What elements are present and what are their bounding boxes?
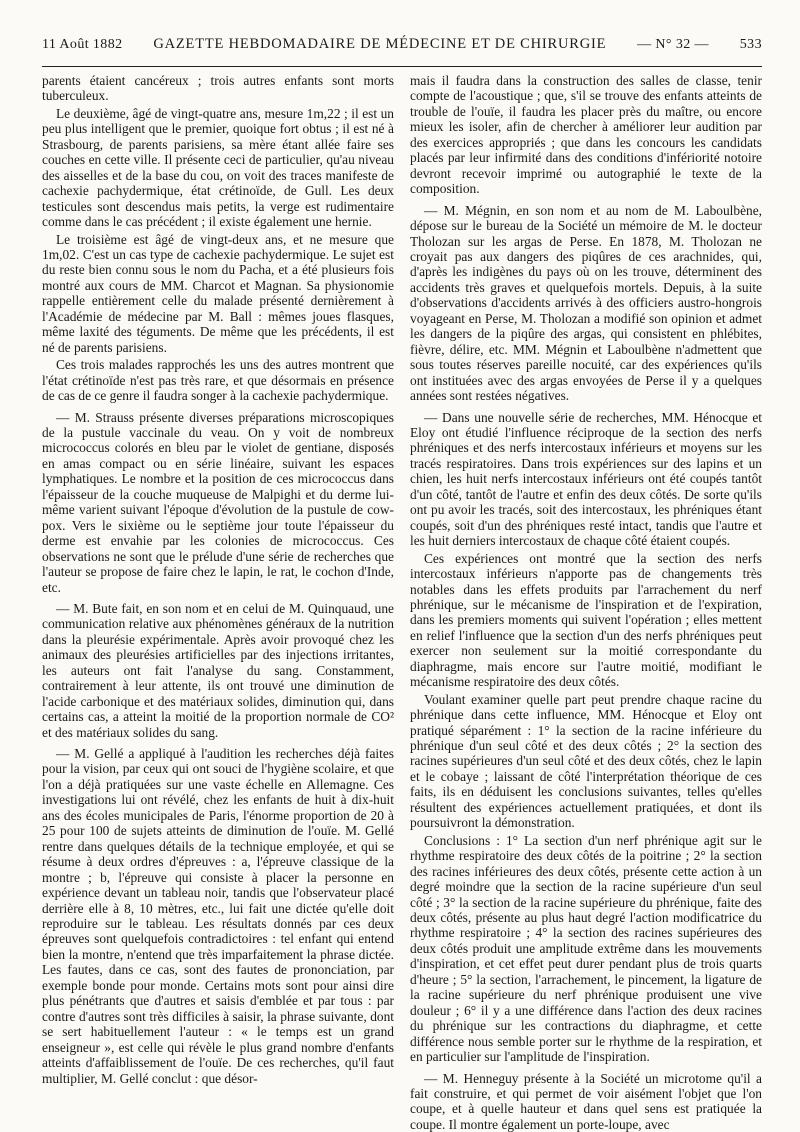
paragraph: mais il faudra dans la construction des salles de classe, tenir compte de l'acoustique ; que, s'il se trouve des enfants atteints de trouble de l'ouïe, il faudra les placer près du maître, ou encore mieux les isoler, afin de chercher à améliorer leur audition par des exercices appropriés ; que dans les concours les candidats placés par leur infirmité dans des conditions d'infériorité notoire devront recevoir imprimé ou autographié le texte de la composition. — [410, 73, 762, 197]
paragraph: Le troisième est âgé de vingt-deux ans, et ne mesure que 1m,02. C'est un cas type de cachexie pachydermique. Le sujet est du reste bien connu sous le nom du Pacha, et a été plusieurs fois montré aux cours de MM. Charcot et Magnan. Sa physionomie rappelle entièrement celle du malade présenté dernièrement à l'Académie de médecine par M. Ball : mêmes joues flasques, même laxité des téguments. De même que les précédents, il est né de parents parisiens. — [42, 231, 394, 355]
paragraph: — M. Bute fait, en son nom et en celui de M. Quinquaud, une communication relative aux phénomènes généraux de la nutrition dans la pleurésie expérimentale. Après avoir provoqué chez les animaux des pleurésies artificielles par des injections irritantes, les auteurs ont fait l'analyse du sang. Constamment, contrairement à leur attente, ils ont trouvé une diminution de l'acide carbonique et des matériaux solides, diminution qui, dans certains cas, a atteint la moitié de la proportion normale de CO² et des matériaux solides du sang. — [42, 600, 394, 740]
paragraph: Ces expériences ont montré que la section des nerfs intercostaux inférieurs n'apporte pas de changements très notables dans les effets produits par l'arrachement du nerf phrénique, sur le mécanisme de l'inspiration et de l'expiration, dans les premiers moments qui suivent l'opération ; elles mettent en relief l'influence que la section d'un des nerfs phréniques peut exercer non seulement sur la moitié correspondante du diaphragme, mais encore sur l'autre moitié, modifiant le mécanisme respiratoire des deux côtés. — [410, 550, 762, 690]
paragraph: — M. Strauss présente diverses préparations microscopiques de la pustule vaccinale du veau. On y voit de nombreux micrococcus colorés en bleu par le violet de gentiane, disposés en amas compact ou en série linéaire, suivant les espaces lymphatiques. Le nombre et la position de ces micrococcus dans l'épaisseur de la couche muqueuse de Malpighi et du derme lui-même varient suivant l'époque d'évolution de la pustule de cow-pox. Vers le sixième ou le septième jour toute l'épaisseur du derme est envahie par les colonies de micrococcus. Ces observations ne sont que le prélude d'une série de recherches que l'auteur se propose de faire chez le lapin, le rat, le cochon d'Inde, etc. — [42, 409, 394, 595]
paragraph: — M. Gellé a appliqué à l'audition les recherches déjà faites pour la vision, par ceux qui ont souci de l'hygiène scolaire, et que l'on a déjà pratiquées sur une vaste échelle en Allemagne. Ces investigations lui ont révélé, chez les enfants de huit à dix-huit ans des écoles municipales de Paris, l'énorme proportion de 20 à 25 pour 100 de sujets atteints de diminution de l'ouïe. M. Gellé rentre dans quelques détails de la technique employée, et qui se résume à deux ordres d'épreuves : a, l'épreuve classique de la montre ; b, l'épreuve qui consiste à placer la personne en expérience devant un tableau noir, tandis que l'observateur placé derrière elle à 8, 10 mètres, etc., lui fait une dictée qu'elle doit reproduire sur le tableau. Les résultats donnés par ces deux épreuves sont quelquefois contradictoires : tel enfant qui entend bien la montre, n'entend que très imparfaitement la phrase dictée. Les fautes, dans ce cas, sont des fautes de prononciation, par exemple bonde pour monde. Certains mots sont pour ainsi dire plus pénétrants que d'autres et saisis d'emblée et par tous : par contre d'autres sont très difficiles à saisir, la phrase suivante, dont se sert habituellement l'auteur : « le temps est un grand enseigneur », est celle qui révèle le plus grand nombre d'enfants atteints d'affaiblissement de l'ouïe. De ces recherches, qu'il faut multiplier, M. Gellé conclut : que désor- — [42, 746, 394, 1086]
paragraph: Le deuxième, âgé de vingt-quatre ans, mesure 1m,22 ; il est un peu plus intelligent que le premier, quoique fort obtus ; il est né à Strasbourg, de parents parisiens, sa mère étant allée faire ses couches en cette ville. Il présente ceci de particulier, qu'au niveau des aisselles et de la base du cou, on voit des traces manifeste de cachexie pachydermique, état crétinoïde, de Gull. Les deux testicules sont descendus mais petits, la verge est rudimentaire comme dans le cas précédent ; il existe également une hernie. — [42, 105, 394, 230]
running-header — [42, 0, 762, 67]
paragraph: Ces trois malades rapprochés les uns des autres montrent que l'état crétinoïde n'est pas très rare, et que désormais en présence de cas de ce genre il faudra songer à la cachexie pachydermique. — [42, 357, 394, 404]
paragraph: Conclusions : 1° La section d'un nerf phrénique agit sur le rhythme respiratoire des deux côtés de la poitrine ; 2° la section des racines inférieures des deux côtés, présente cette action à un degré moindre que la section de la racine supérieure d'un seul côté ; 3° la section de la racine supérieure du phrénique, faite des deux côtés, présente au plus haut degré l'action modificatrice du rhythme respiratoire ; 4° la section des racines supérieures des deux côtés produit une amplitude extrême dans les mouvements d'inspiration, et cet effet peut durer pendant plus de trois quarts d'heure ; 5° la section, l'arrachement, le pincement, la ligature de la racine supérieure du nerf phrénique produisent une vive douleur ; 6° il y a une différence dans l'action des deux racines du phrénique sur les contractions du diaphragme, et cette différence nous semble porter sur le rhythme de la respiration, et en particulier sur l'amplitude de l'inspiration. — [410, 832, 762, 1065]
text-columns — [42, 73, 762, 1132]
left-column — [42, 73, 394, 1132]
paragraph: Voulant examiner quelle part peut prendre chaque racine du phrénique dans cette influence, MM. Hénocque et Eloy ont pratiqué séparément : 1° la section de la racine inférieure du phrénique d'un seul côté et des deux côtés ; 2° la section des racines supérieures d'un seul côté et des deux côtés, chez le lapin et le cobaye ; laissant de côté l'interprétation théorique de ces faits, ils en déduisent les conclusions suivantes, telles qu'elles résultent des expériences actuellement pratiquées, et dont ils poursuivront la démonstration. — [410, 691, 762, 831]
right-column — [410, 73, 762, 1132]
issue-date: 11 Août 1882 — [42, 37, 123, 52]
paragraph: — Dans une nouvelle série de recherches, MM. Hénocque et Eloy ont étudié l'influence réciproque de la section des nerfs phréniques et des nerfs intercostaux inférieurs et moyens sur les tracés respiratoires. Dans trois expériences sur des lapins et un chien, les huit nerfs intercostaux inférieurs ont été coupés tantôt d'un côté, tantôt de l'autre et enfin des deux côtés. De sorte qu'ils ont pu avoir les tracés, soit des intercostaux, les phréniques étant coupés, soit d'un des phréniques resté intact, tandis que l'autre et les huit derniers intercostaux de chaque côté étaient coupés. — [410, 409, 762, 549]
paragraph: — M. Mégnin, en son nom et au nom de M. Laboulbène, dépose sur le bureau de la Société un mémoire de M. le docteur Tholozan sur les argas de Perse. En 1878, M. Tholozan ne croyait pas aux dangers des piqûres de ces arachnides, qui, d'après les indigènes du pays où on les trouve, déterminent des accidents très graves et quelquefois mortels. Depuis, à la suite d'observations d'accidents arrivés à des officiers austro-hongrois voyageant en Perse, M. Tholozan a modifié son opinion et admet les dangers de la piqûre des argas, qui consistent en phlébites, fièvre, délire, etc. MM. Mégnin et Laboulbène n'admettent que sous toutes réserves pareille nocuité, car des expériences qu'ils ont instituées avec des argas envoyées de Perse il y a quelques années sont restées négatives. — [410, 202, 762, 404]
page-number: 533 — [739, 37, 762, 52]
issue-number: — N° 32 — — [637, 37, 709, 52]
paragraph: — M. Henneguy présente à la Société un microtome qu'il a fait construire, et qui permet de voir aisément l'objet que l'on coupe, et à quelle hauteur et dans quel sens est pratiquée la coupe. Il montre également un porte-loupe, avec — [410, 1070, 762, 1132]
journal-title: GAZETTE HEBDOMADAIRE DE MÉDECINE ET DE CHIRURGIE — [153, 36, 607, 52]
paragraph: parents étaient cancéreux ; trois autres enfants sont morts tuberculeux. — [42, 73, 394, 104]
